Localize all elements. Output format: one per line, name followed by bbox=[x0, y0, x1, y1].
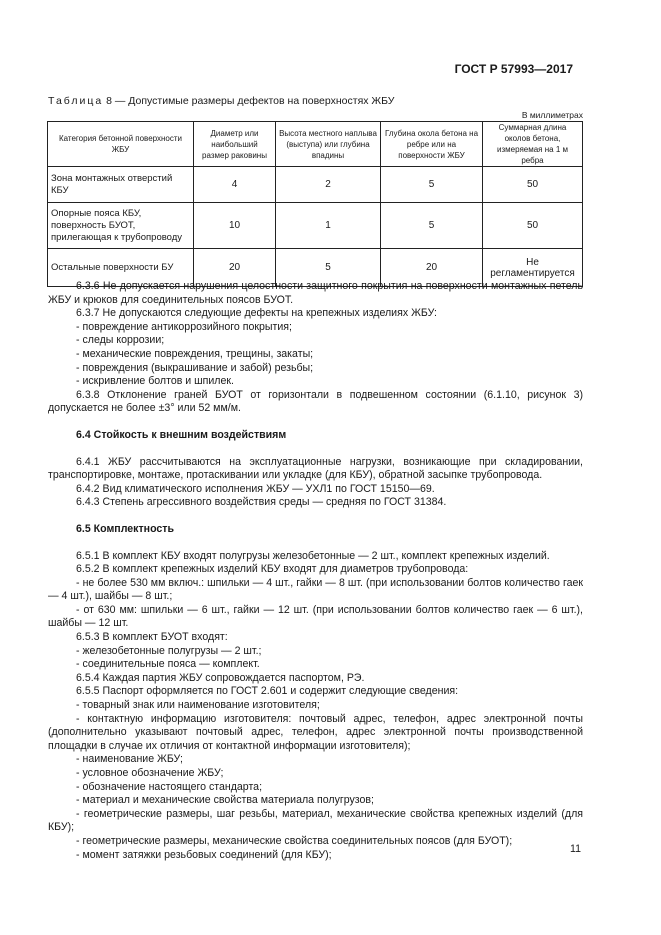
row-category: Остальные поверхности БУ bbox=[48, 249, 194, 287]
list-item: - механические повреждения, трещины, закаты; bbox=[76, 347, 314, 360]
list-item: - искривление болтов и шпилек. bbox=[76, 375, 234, 388]
table-caption-label: Таблица bbox=[48, 95, 104, 107]
table-units: В миллиметрах bbox=[521, 110, 583, 120]
table-cell: 50 bbox=[483, 167, 583, 203]
table-cell: Не регламентируется bbox=[483, 249, 583, 287]
row-category: Опорные пояса КБУ, поверхность БУОТ, прилегающая к трубопроводу bbox=[48, 203, 194, 249]
table-cell: 5 bbox=[381, 203, 483, 249]
paragraph-6-5-4: 6.5.4 Каждая партия ЖБУ сопровождается паспортом, РЭ. bbox=[76, 671, 365, 684]
list-item: - следы коррозии; bbox=[76, 334, 165, 347]
section-heading-6-4: 6.4 Стойкость к внешним воздействиям bbox=[76, 428, 287, 441]
list-item: - геометрические размеры, механические свойства соединительных поясов (для БУОТ); bbox=[76, 834, 513, 847]
list-item: - контактную информацию изготовителя: почтовый адрес, телефон, адрес электронной почты (дополнительно указывают почтовый адрес, телефон, адрес электронной почты производственной площадки в случае их отличия от контактной информации изготовителя); bbox=[48, 712, 583, 752]
table-cell: 5 bbox=[381, 167, 483, 203]
column-header: Суммарная длина околов бетона, измеряемая на 1 м ребра bbox=[483, 122, 583, 167]
list-item: - не более 530 мм включ.: шпильки — 4 шт., гайки — 8 шт. (при использовании болтов количество гаек — 4 шт.), шайбы — 8 шт.; bbox=[48, 576, 583, 603]
table-caption-text: 8 — Допустимые размеры дефектов на поверхностях ЖБУ bbox=[106, 95, 395, 107]
column-header: Высота местного наплыва (выступа) или глубина впадины bbox=[276, 122, 381, 167]
paragraph-6-3-8: 6.3.8 Отклонение граней БУОТ от горизонтали в подвешенном состоянии (6.1.10, рисунок 3) допускается не более ±3° или 52 мм/м. bbox=[48, 388, 583, 415]
list-item: - повреждения (выкрашивание и забой) резьбы; bbox=[76, 361, 314, 374]
table-header-row bbox=[48, 122, 583, 167]
list-item: - товарный знак или наименование изготовителя; bbox=[76, 699, 320, 712]
defects-table bbox=[47, 121, 583, 287]
table-cell: 5 bbox=[276, 249, 381, 287]
table-cell: 2 bbox=[276, 167, 381, 203]
table-caption bbox=[48, 95, 394, 107]
paragraph-6-5-2: 6.5.2 В комплект крепежных изделий КБУ входят для диаметров трубопровода: bbox=[76, 563, 469, 576]
column-header: Категория бетонной поверхности ЖБУ bbox=[48, 122, 194, 167]
document-body bbox=[48, 280, 583, 862]
paragraph-6-5-3: 6.5.3 В комплект БУОТ входят: bbox=[76, 631, 228, 644]
table-row bbox=[48, 167, 583, 203]
column-header: Глубина окола бетона на ребре или на поверхности ЖБУ bbox=[381, 122, 483, 167]
paragraph-6-4-1: 6.4.1 ЖБУ рассчитываются на эксплуатационные нагрузки, возникающие при складировании, транспортировке, монтаже, протаскивании или укладке (для КБУ), обратной засыпке трубопровода. bbox=[48, 455, 583, 482]
list-item: - условное обозначение ЖБУ; bbox=[76, 767, 224, 779]
column-header: Диаметр или наибольший размер раковины bbox=[194, 122, 276, 167]
page-number: 11 bbox=[570, 843, 581, 855]
paragraph-6-3-6: 6.3.6 Не допускается нарушения целостности защитного покрытия на поверхности монтажных петель ЖБУ и крюков для соединительных поясов БУОТ. bbox=[48, 280, 583, 306]
paragraph-6-3-7: 6.3.7 Не допускаются следующие дефекты на крепежных изделиях ЖБУ: bbox=[76, 307, 438, 320]
table-row bbox=[48, 203, 583, 249]
paragraph-6-5-5: 6.5.5 Паспорт оформляется по ГОСТ 2.601 и содержит следующие сведения: bbox=[76, 685, 459, 698]
section-heading-6-5: 6.5 Комплектность bbox=[76, 522, 174, 535]
table-cell: 20 bbox=[381, 249, 483, 287]
table-cell: 10 bbox=[194, 203, 276, 249]
table-cell: 50 bbox=[483, 203, 583, 249]
list-item: - от 630 мм: шпильки — 6 шт., гайки — 12 шт. (при использовании болтов количество гаек — 6 шт.), шайбы — 12 шт. bbox=[48, 603, 583, 630]
list-item: - геометрические размеры, шаг резьбы, материал, механические свойства крепежных изделий (для КБУ); bbox=[48, 807, 583, 834]
table-cell: 1 bbox=[276, 203, 381, 249]
list-item: - железобетонные полугрузы — 2 шт.; bbox=[76, 644, 262, 657]
list-item: - повреждение антикоррозийного покрытия; bbox=[76, 320, 292, 333]
standard-designation: ГОСТ Р 57993—2017 bbox=[454, 62, 573, 76]
table-cell: 20 bbox=[194, 249, 276, 287]
paragraph-6-5-1: 6.5.1 В комплект КБУ входят полугрузы железобетонные — 2 шт., комплект крепежных изделий. bbox=[76, 549, 550, 562]
table-cell: 4 bbox=[194, 167, 276, 203]
paragraph-6-4-2: 6.4.2 Вид климатического исполнения ЖБУ — УХЛ1 по ГОСТ 15150—69. bbox=[76, 482, 435, 495]
list-item: - момент затяжки резьбовых соединений (для КБУ); bbox=[76, 848, 332, 861]
list-item: - обозначение настоящего стандарта; bbox=[76, 780, 263, 793]
row-category: Зона монтажных отверстий КБУ bbox=[48, 167, 194, 203]
list-item: - наименование ЖБУ; bbox=[76, 753, 183, 766]
paragraph-6-4-3: 6.4.3 Степень агрессивного воздействия среды — средняя по ГОСТ 31384. bbox=[76, 496, 447, 509]
list-item: - материал и механические свойства материала полугрузов; bbox=[76, 794, 374, 807]
list-item: - соединительные пояса — комплект. bbox=[76, 658, 260, 671]
